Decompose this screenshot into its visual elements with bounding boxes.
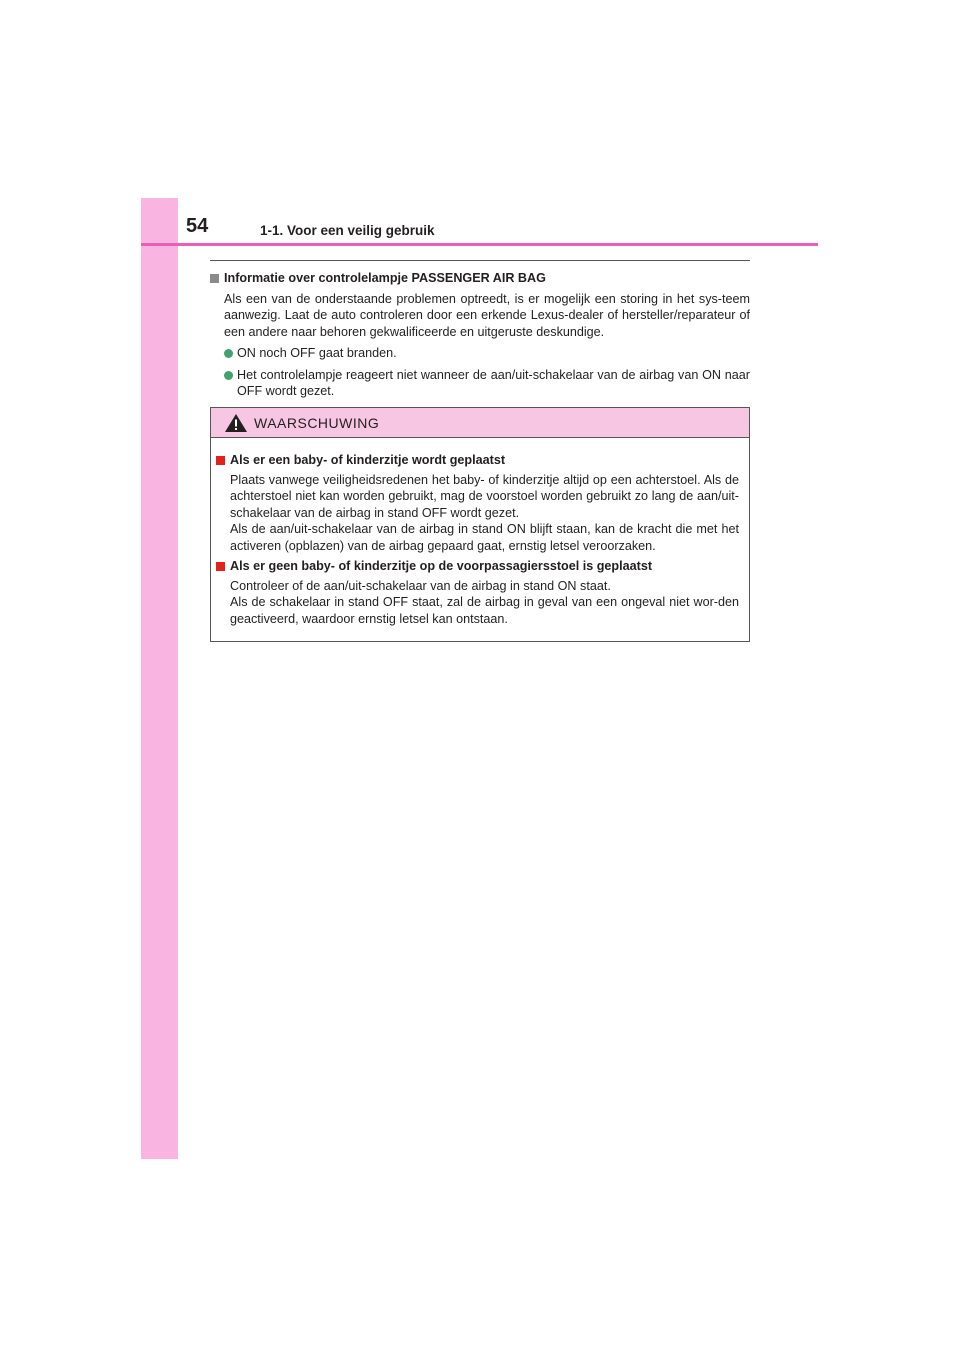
side-tab bbox=[141, 198, 178, 1159]
info-heading bbox=[210, 270, 750, 287]
square-bullet-icon bbox=[210, 274, 219, 283]
list-item-text: ON noch OFF gaat branden. bbox=[237, 346, 397, 360]
warning-item-heading bbox=[216, 452, 739, 469]
warning-item-text: Als de schakelaar in stand OFF staat, zal de airbag in geval van een ongeval niet wor-den geactiveerd, waardoor ernstig letsel kan ontstaan. bbox=[230, 595, 739, 626]
info-heading-text: Informatie over controlelampje PASSENGER AIR BAG bbox=[224, 271, 546, 285]
warning-item-heading bbox=[216, 558, 739, 575]
info-intro: Als een van de onderstaande problemen optreedt, is er mogelijk een storing in het sys-teem aanwezig. Laat de auto controleren door een erkende Lexus-dealer of hersteller/reparateur of een andere naar behoren gekwalificeerde en uitgeruste deskundige. bbox=[224, 291, 750, 339]
dot-bullet-icon bbox=[224, 349, 233, 358]
warning-header bbox=[211, 408, 749, 438]
warning-item-text: Als de aan/uit-schakelaar van de airbag in stand ON blijft staan, kan de kracht die met het activeren (opblazen) van de airbag gepaard gaat, ernstig letsel veroorzaken. bbox=[230, 522, 739, 553]
warning-item-heading-text: Als er een baby- of kinderzitje wordt geplaatst bbox=[230, 453, 506, 467]
warning-body bbox=[211, 438, 749, 627]
section-title: 1-1. Voor een veilig gebruik bbox=[260, 223, 435, 238]
list-item-text: Het controlelampje reageert niet wanneer de aan/uit-schakelaar van de airbag van ON naar OFF wordt gezet. bbox=[237, 367, 750, 398]
header-rule bbox=[141, 243, 818, 246]
section-divider bbox=[210, 260, 750, 261]
warning-item-heading-text: Als er geen baby- of kinderzitje op de voorpassagiersstoel is geplaatst bbox=[230, 559, 653, 573]
info-section bbox=[210, 270, 750, 400]
warning-item bbox=[216, 558, 739, 627]
page-number: 54 bbox=[186, 215, 209, 237]
list-item bbox=[224, 345, 750, 362]
warning-item-text: Plaats vanwege veiligheidsredenen het baby- of kinderzitje altijd op een achterstoel. Als de achterstoel niet kan worden gebruikt, mag de voorstoel worden gebruikt zo lang de aan/uit-schakelaar van de airbag in stand OFF wordt gezet. bbox=[230, 472, 739, 520]
warning-item-text: Controleer of de aan/uit-schakelaar van de airbag in stand ON staat. bbox=[230, 578, 611, 593]
warning-item bbox=[216, 452, 739, 554]
square-bullet-icon bbox=[216, 562, 225, 571]
warning-triangle-icon bbox=[224, 413, 248, 433]
square-bullet-icon bbox=[216, 456, 225, 465]
dot-bullet-icon bbox=[224, 371, 233, 380]
warning-title: WAARSCHUWING bbox=[254, 414, 380, 431]
list-item bbox=[224, 367, 750, 400]
warning-box bbox=[210, 407, 750, 642]
